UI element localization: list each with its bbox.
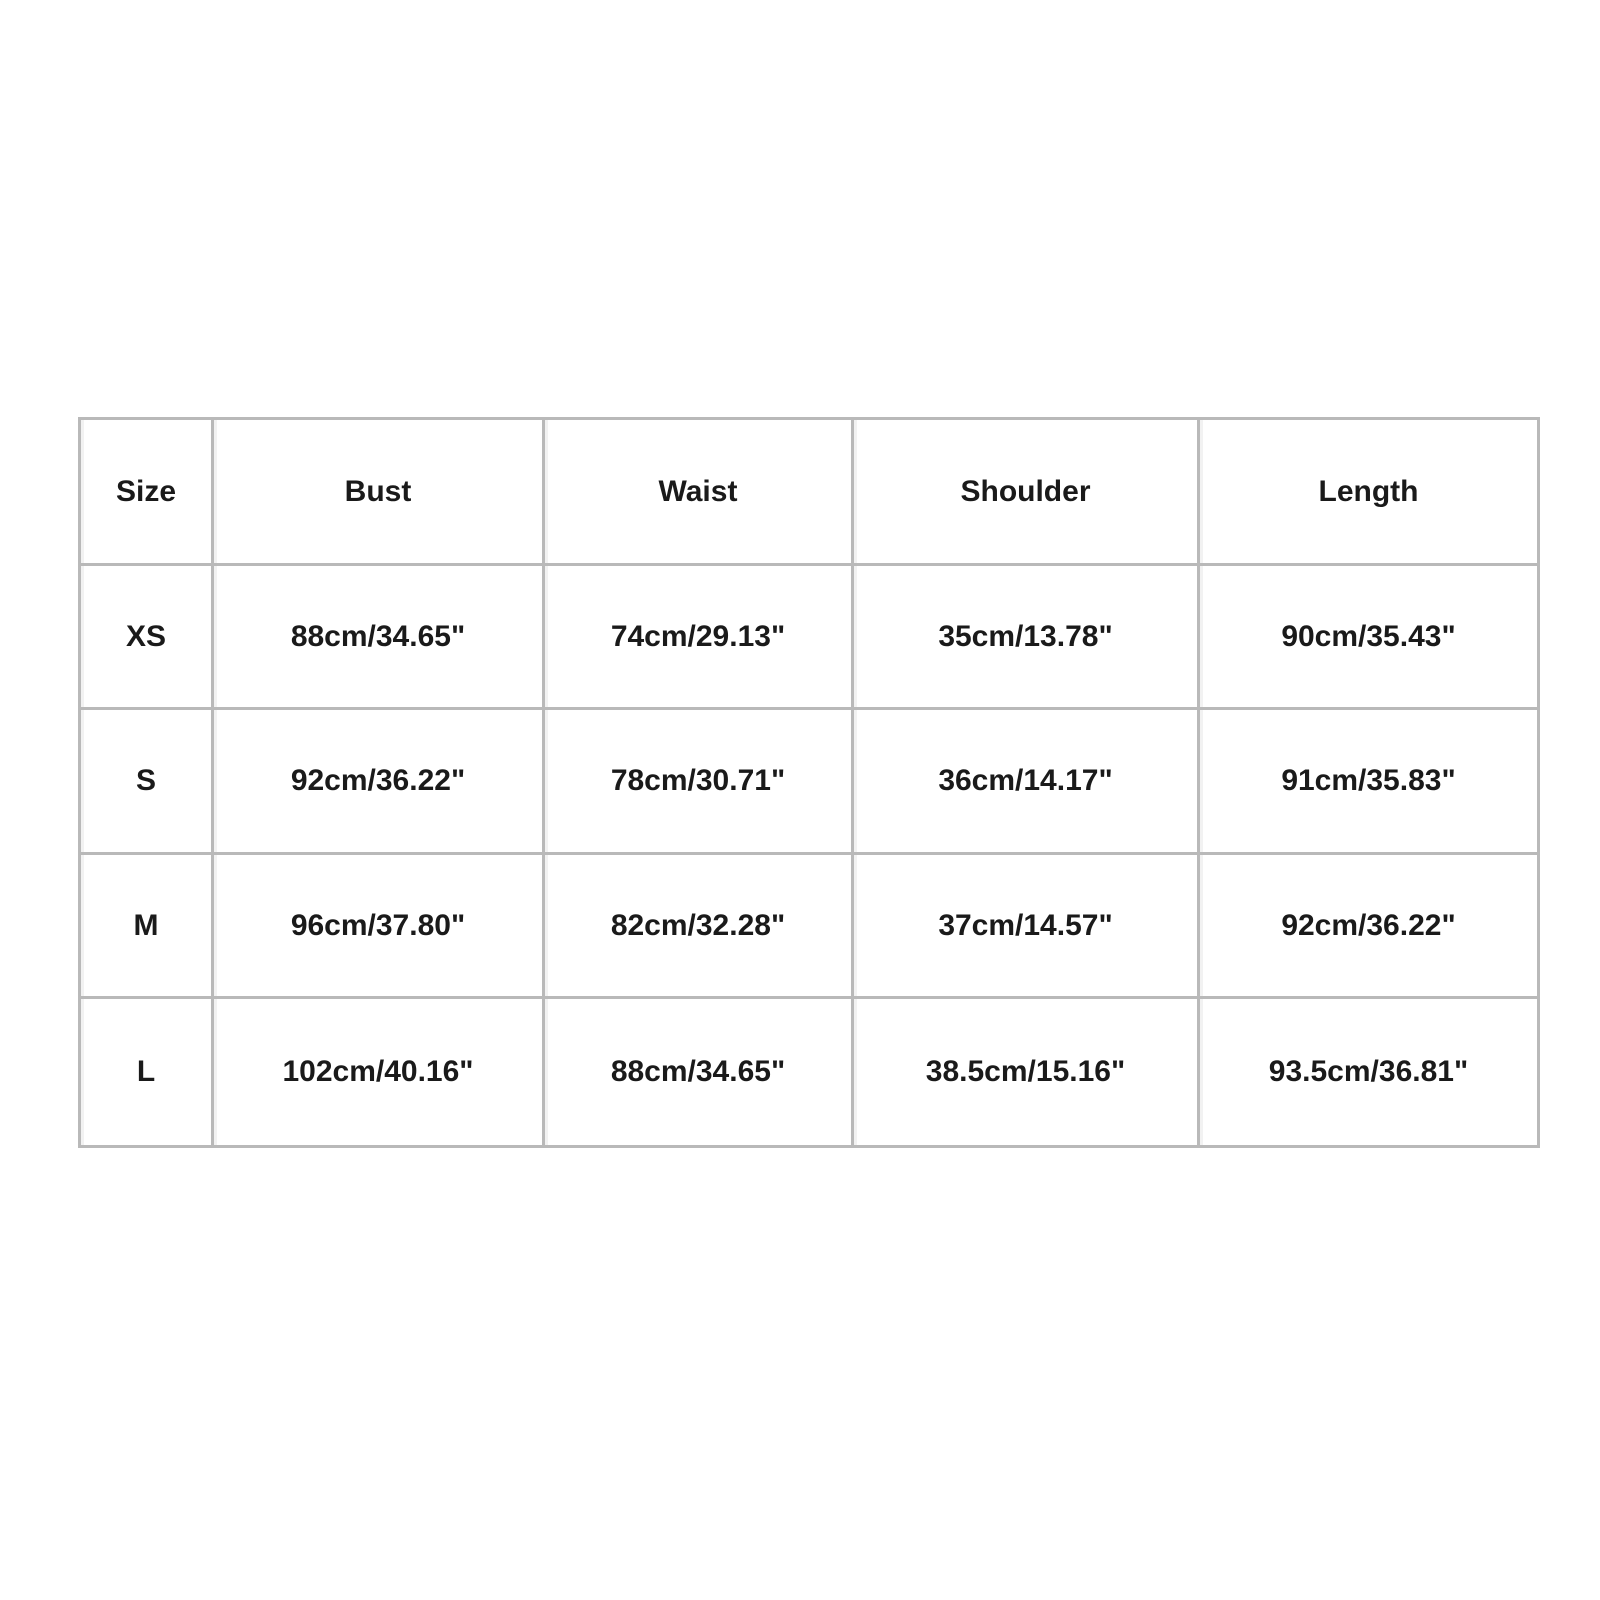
cell-bust: 88cm/34.65" (214, 566, 545, 710)
cell-bust: 102cm/40.16" (214, 999, 545, 1148)
cell-size: M (81, 855, 214, 999)
table-row (81, 566, 1540, 710)
table-row (81, 855, 1540, 999)
cell-size: L (81, 999, 214, 1148)
cell-bust: 92cm/36.22" (214, 710, 545, 854)
table-header-row (81, 420, 1540, 566)
cell-shoulder: 38.5cm/15.16" (854, 999, 1200, 1148)
header-shoulder: Shoulder (854, 420, 1200, 566)
cell-size: XS (81, 566, 214, 710)
cell-waist: 82cm/32.28" (545, 855, 854, 999)
cell-length: 92cm/36.22" (1200, 855, 1540, 999)
cell-waist: 74cm/29.13" (545, 566, 854, 710)
cell-bust: 96cm/37.80" (214, 855, 545, 999)
cell-shoulder: 35cm/13.78" (854, 566, 1200, 710)
cell-waist: 78cm/30.71" (545, 710, 854, 854)
header-bust: Bust (214, 420, 545, 566)
cell-length: 93.5cm/36.81" (1200, 999, 1540, 1148)
table-row (81, 710, 1540, 854)
cell-waist: 88cm/34.65" (545, 999, 854, 1148)
size-chart-table (78, 417, 1540, 1148)
header-length: Length (1200, 420, 1540, 566)
header-size: Size (81, 420, 214, 566)
cell-length: 91cm/35.83" (1200, 710, 1540, 854)
table-row (81, 999, 1540, 1148)
cell-size: S (81, 710, 214, 854)
cell-shoulder: 36cm/14.17" (854, 710, 1200, 854)
cell-shoulder: 37cm/14.57" (854, 855, 1200, 999)
header-waist: Waist (545, 420, 854, 566)
cell-length: 90cm/35.43" (1200, 566, 1540, 710)
